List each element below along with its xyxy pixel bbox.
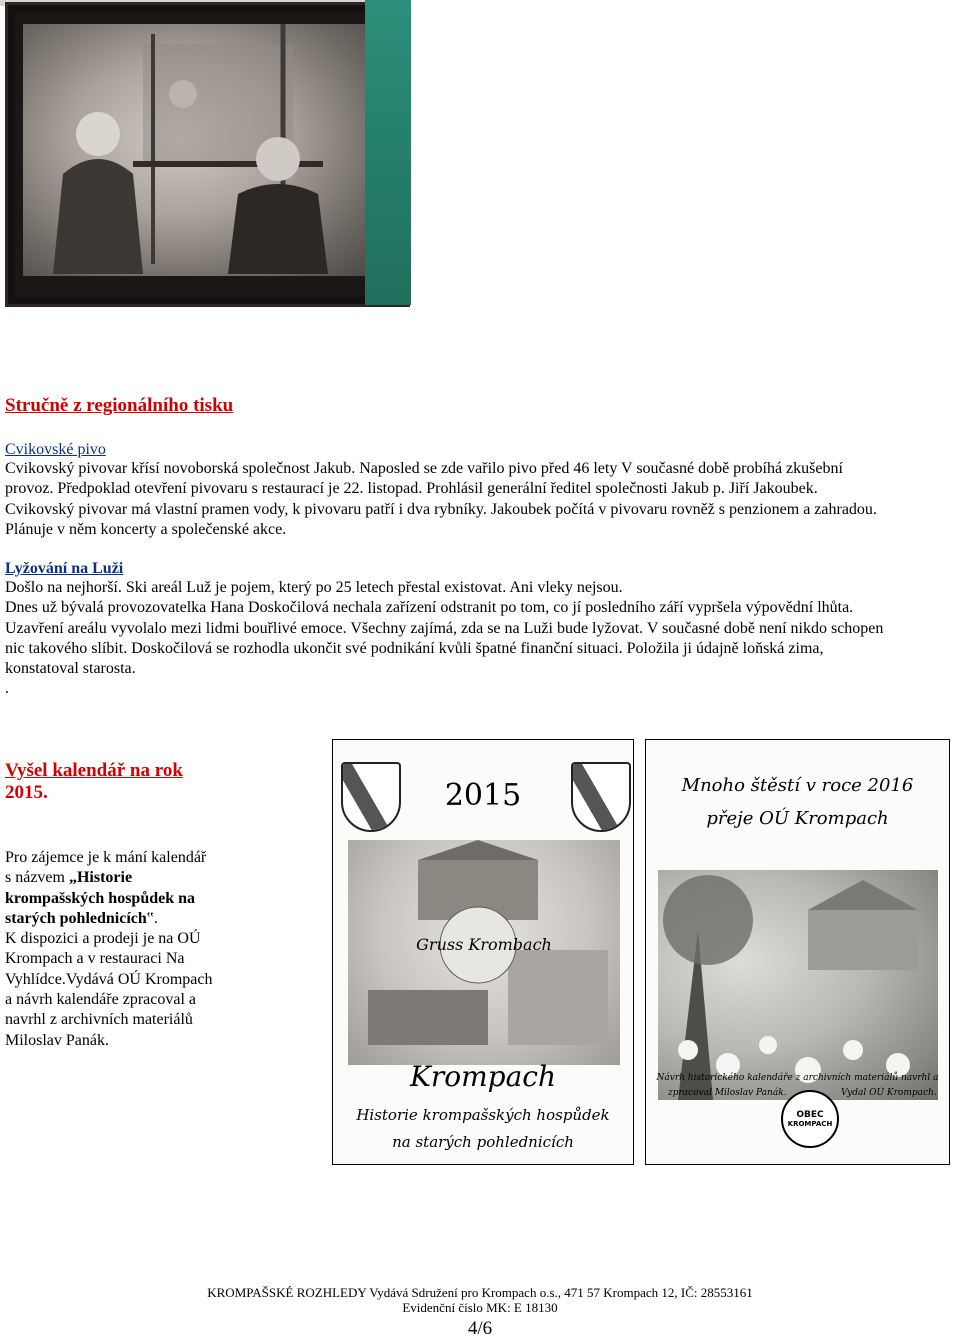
text-line: Uzavření areálu vyvolalo mezi lidmi bouřlivé emoce. Všechny zajímá, zda se na Luži bude lyžovat. V současné době není nikdo schopen	[5, 619, 884, 637]
text-line: nic takového slíbit. Doskočilová se rozhodla ukončit své podnikání kvůli špatné finanční situaci. Položila ji údajně loňská zima,	[5, 639, 824, 657]
postcard-greeting: Gruss Krombach	[416, 935, 552, 954]
footer-publisher: KROMPAŠSKÉ ROZHLEDY Vydává Sdružení pro Krompach o.s., 471 57 Krompach 12, IČ: 28553161	[207, 1285, 753, 1300]
seal-text-bottom: KROMPACH	[787, 1120, 833, 1128]
page-number: 4/6	[467, 1318, 493, 1339]
calendar-heading-line: Vyšel kalendář na rok	[5, 760, 183, 781]
text-line	[5, 868, 310, 888]
section-title: Stručně z regionálního tisku	[5, 395, 234, 416]
calendar-name-bold: „Historie	[68, 869, 133, 887]
village-scene-image	[658, 870, 938, 1100]
seal-text-top: OBEC	[796, 1110, 824, 1120]
text-line	[5, 909, 310, 929]
scene-sketch	[658, 870, 938, 1100]
article-body-lyzovani	[5, 578, 955, 700]
calendar-name-bold: starých pohlednicích	[5, 909, 147, 927]
text-line: Dnes už bývalá provozovatelka Hana Doskočilová nechala zařízení odstranit po tom, co jí posledního září vypršela výpovědní lhůta.	[5, 599, 854, 617]
text-line: .	[5, 680, 9, 698]
text-line	[5, 889, 310, 909]
greeting-line: Mnoho štěstí v roce 2016	[681, 775, 914, 796]
cover-subtitle: na starých pohlednicích	[392, 1133, 574, 1151]
municipal-seal-icon	[781, 1090, 839, 1148]
calendar-description	[5, 848, 310, 1051]
photo-side-panel	[365, 0, 411, 305]
text-line: Vyhlídce.Vydává OÚ Krompach	[5, 970, 213, 988]
cover-title: Krompach	[409, 1060, 557, 1093]
text-line: Miloslav Panák.	[5, 1031, 109, 1049]
calendar-back-cover	[645, 739, 950, 1165]
calendar-name-bold: krompašských hospůdek na	[5, 889, 196, 907]
article-title-lyzovani[interactable]: Lyžování na Luži	[5, 560, 124, 577]
article-body-cvikovske-pivo	[5, 459, 955, 540]
photo-figures	[23, 24, 371, 276]
cover-year: 2015	[444, 778, 522, 813]
cover-subtitle: Historie krompašských hospůdek	[356, 1106, 610, 1124]
text-line: K dispozici a prodeji je na OÚ	[5, 930, 201, 948]
text-line: Cvikovský pivovar křísí novoborská společnost Jakub. Naposled se zde vařilo pivo před 46 lety V současné době probíhá zkušební	[5, 460, 843, 477]
text-line: provoz. Předpoklad otevření pivovaru s restaurací je 22. listopad. Prohlásil generální ředitel společnosti Jakub p. Jiří Jakoubek.	[5, 480, 818, 498]
text-line: a návrh kalendáře zpracoval a	[5, 991, 196, 1009]
article-title-cvikovske-pivo[interactable]: Cvikovské pivo	[5, 441, 106, 458]
calendar-heading-year: 2015.	[5, 782, 48, 803]
credit-note: zpracoval Miloslav Panák.	[668, 1088, 787, 1098]
calendar-front-cover	[332, 739, 634, 1165]
text-line: Pro zájemce je k mání kalendář	[5, 849, 207, 866]
old-postcard-image	[348, 840, 620, 1065]
calendar-heading	[5, 760, 315, 804]
text-line: Plánuje v něm koncerty a společenské akce.	[5, 520, 287, 538]
footer-registration: Evidenční číslo MK: E 18130	[402, 1300, 558, 1315]
greeting-line: přeje OÚ Krompach	[706, 808, 889, 829]
text-line: Došlo na nejhorší. Ski areál Luž je pojem, který po 25 letech přestal existovat. Ani vleky nejsou.	[5, 579, 623, 596]
text-line: Cvikovský pivovar má vlastní pramen vody, k pivovaru patří i dva rybníky. Jakoubek počítá v pivovaru rovněž s penzionem a zahradou.	[5, 500, 877, 518]
framed-historical-photo	[5, 2, 410, 307]
text-line: Krompach a v restauraci Na	[5, 950, 185, 968]
credit-note: Vydal OÚ Krompach.	[841, 1088, 937, 1098]
text-span: s názvem	[5, 869, 69, 887]
text-line: navrhl z archivních materiálů	[5, 1011, 193, 1029]
text-line: konstatoval starosta.	[5, 660, 136, 678]
credit-note: Návrh historického kalendáře z archivních materiálů navrhl a	[656, 1073, 939, 1083]
photo-weavers-at-loom	[23, 24, 371, 276]
text-span: ‟.	[146, 909, 158, 927]
